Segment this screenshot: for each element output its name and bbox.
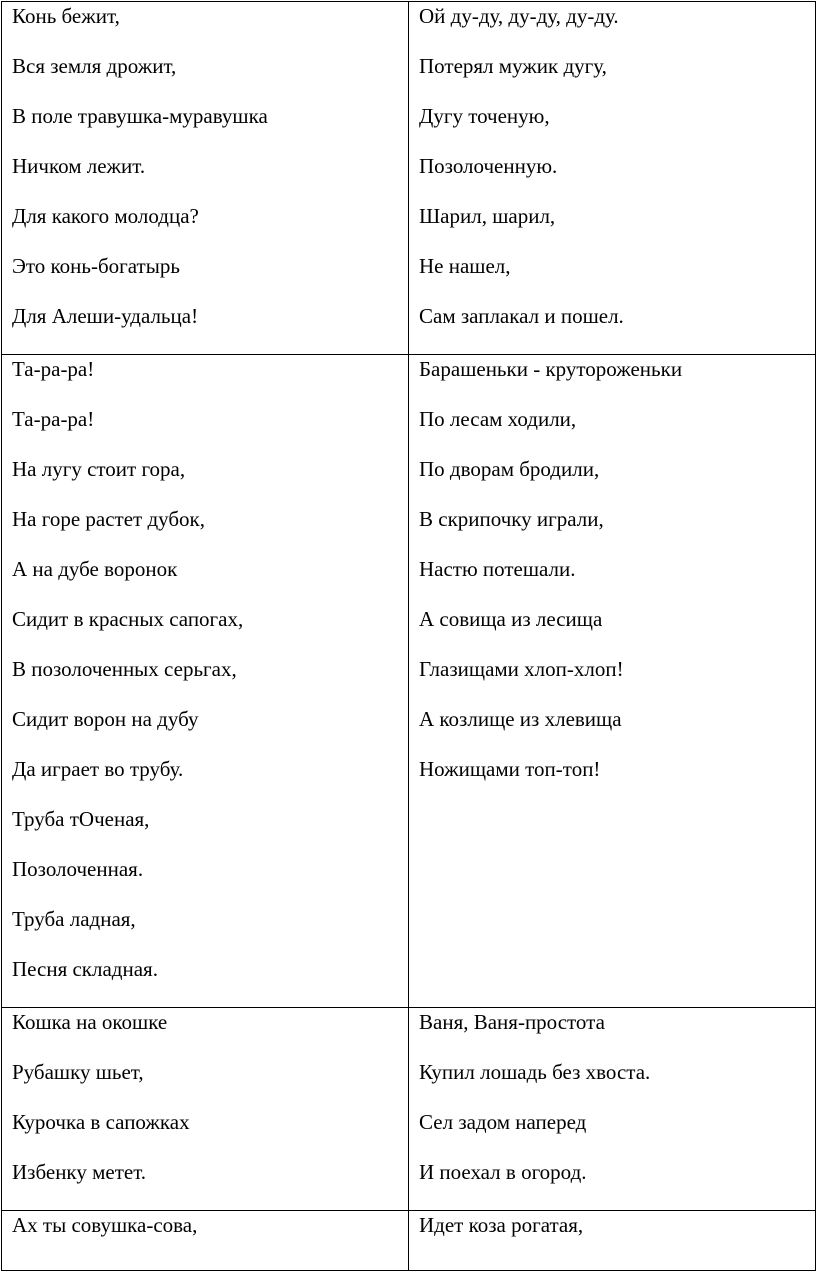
poems-table — [1, 1, 816, 1271]
poem-line: На лугу стоит гора, — [12, 457, 186, 481]
poem-line: Песня складная. — [12, 957, 158, 981]
poem-line: Избенку метет. — [12, 1160, 147, 1184]
poem-line: Для какого молодца? — [12, 204, 199, 228]
poem-line: Кошка на окошке — [12, 1010, 168, 1034]
poem-line: Рубашку шьет, — [12, 1060, 144, 1084]
poem-cell-left — [2, 2, 409, 355]
poem-line: Сам заплакал и пошел. — [419, 304, 624, 328]
poem-line: Глазищами хлоп-хлоп! — [419, 657, 624, 681]
poem-line: Потерял мужик дугу, — [419, 54, 607, 78]
poem-line: Курочка в сапожках — [12, 1110, 190, 1134]
poem-line: И поехал в огород. — [419, 1160, 587, 1184]
poem-line: Ах ты совушка-сова, — [12, 1213, 198, 1237]
poem-cell-right — [409, 355, 816, 1008]
poem-line: Труба ладная, — [12, 907, 136, 931]
poem-line: Ваня, Ваня-простота — [419, 1010, 605, 1034]
poem-line: Позолоченную. — [419, 154, 558, 178]
poem-line: Купил лошадь без хвоста. — [419, 1060, 651, 1084]
poem-line: Ножищами топ-топ! — [419, 757, 601, 781]
poem-cell-right — [409, 1211, 816, 1271]
poem-line: А совища из лесища — [419, 607, 603, 631]
poem-line: В скрипочку играли, — [419, 507, 604, 531]
poem-line: Шарил, шарил, — [419, 204, 556, 228]
poem-line: Сел задом наперед — [419, 1110, 587, 1134]
poem-line: Дугу точеную, — [419, 104, 550, 128]
poem-row — [2, 1211, 816, 1271]
poem-row — [2, 2, 816, 355]
poem-cell-right — [409, 1008, 816, 1211]
poem-cell-left — [2, 1211, 409, 1271]
poem-line: Да играет во трубу. — [12, 757, 184, 781]
poem-line: На горе растет дубок, — [12, 507, 206, 531]
poem-line: Для Алеши-удальца! — [12, 304, 199, 328]
poem-line: А козлище из хлевища — [419, 707, 622, 731]
poem-line: Это конь-богатырь — [12, 254, 180, 278]
poem-row — [2, 1008, 816, 1211]
poem-line: Вся земля дрожит, — [12, 54, 177, 78]
poem-line: А на дубе воронок — [12, 557, 178, 581]
poem-line: По лесам ходили, — [419, 407, 577, 431]
poem-line: Барашеньки - крутороженьки — [419, 357, 683, 381]
poem-line: Сидит в красных сапогах, — [12, 607, 244, 631]
poem-line: Та-ра-ра! — [12, 407, 95, 431]
poem-cell-left — [2, 1008, 409, 1211]
poem-cell-right — [409, 2, 816, 355]
poem-line: В поле травушка-муравушка — [12, 104, 268, 128]
poem-line: В позолоченных серьгах, — [12, 657, 237, 681]
poem-line: Настю потешали. — [419, 557, 576, 581]
poem-line: По дворам бродили, — [419, 457, 600, 481]
poem-line: Ничком лежит. — [12, 154, 146, 178]
poem-line: Труба тОченая, — [12, 807, 150, 831]
poem-line: Сидит ворон на дубу — [12, 707, 199, 731]
poems-table-body — [2, 2, 816, 1271]
poem-line: Позолоченная. — [12, 857, 144, 881]
poem-line: Та-ра-ра! — [12, 357, 95, 381]
poem-line: Ой ду-ду, ду-ду, ду-ду. — [419, 4, 619, 28]
poem-cell-left — [2, 355, 409, 1008]
poem-row — [2, 355, 816, 1008]
poem-line: Конь бежит, — [12, 4, 120, 28]
poem-line: Идет коза рогатая, — [419, 1213, 584, 1237]
poem-line: Не нашел, — [419, 254, 511, 278]
